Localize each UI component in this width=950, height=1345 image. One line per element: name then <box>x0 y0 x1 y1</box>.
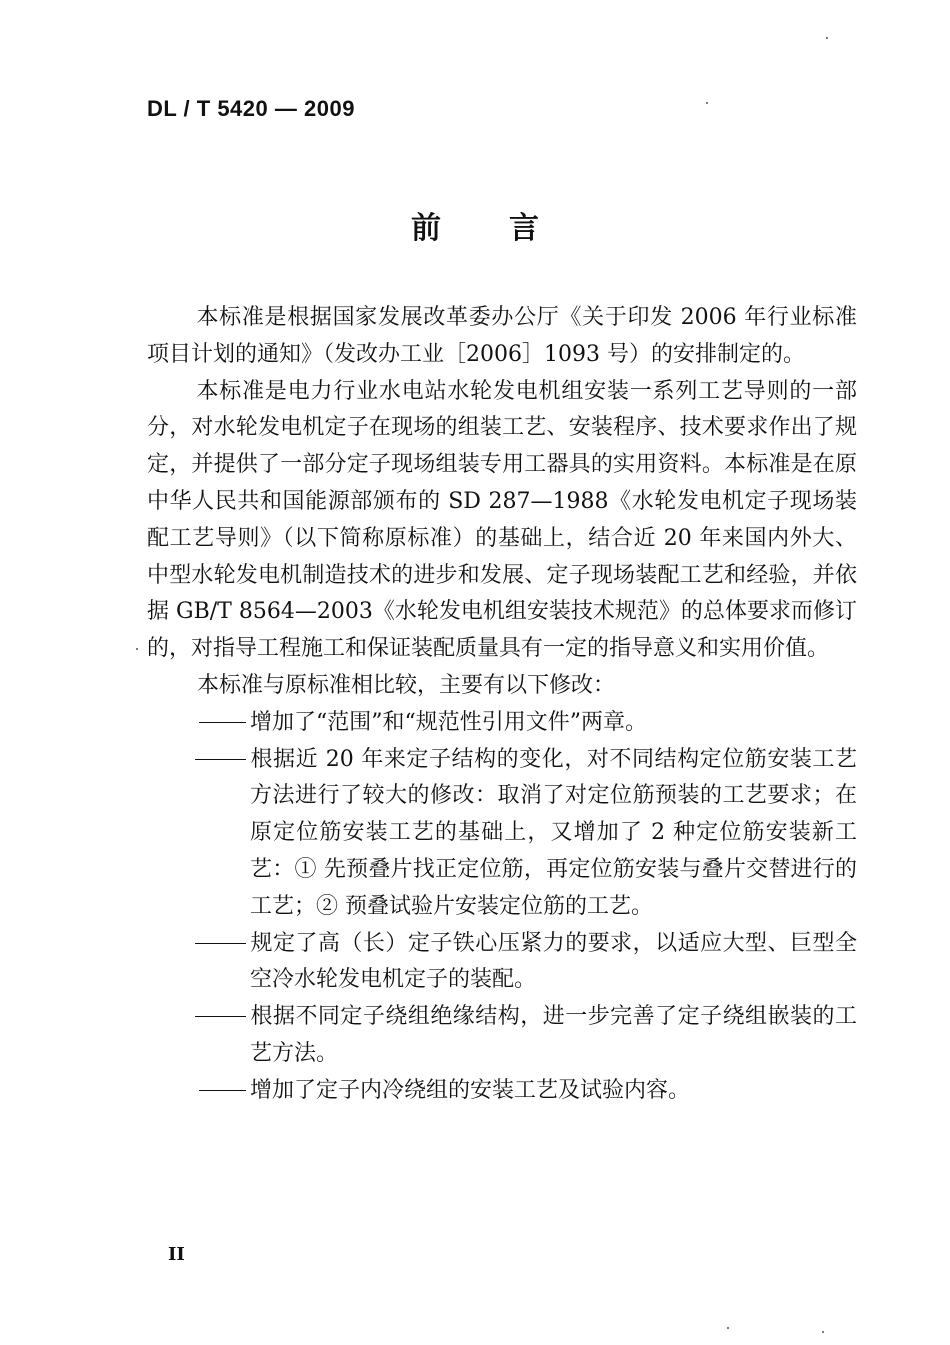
change-item-3 <box>147 926 857 1000</box>
standard-number-header: DL / T 5420 — 2009 <box>147 96 355 121</box>
scan-speck <box>826 37 828 39</box>
change-item-text: 增加了“范围”和“规范性引用文件”两章。 <box>250 709 647 735</box>
scan-speck <box>706 102 708 104</box>
change-item-2 <box>147 742 857 926</box>
change-item-4 <box>147 999 857 1073</box>
change-item-5 <box>147 1073 857 1110</box>
paragraph-1: 本标准是根据国家发展改革委办公厅《关于印发 2006 年行业标准项目计划的通知》（发改办工业［2006］1093 号）的安排制定的。 <box>147 305 857 367</box>
scan-speck <box>727 1327 729 1329</box>
paragraph-2: 本标准是电力行业水电站水轮发电机组安装一系列工艺导则的一部分，对水轮发电机定子在现场的组装工艺、安装程序、技术要求作出了规定，并提供了一部分定子现场组装专用工器具的实用资料。本标准是在原中华人民共和国能源部颁布的 SD 287—1988《水轮发电机定子现场装配工艺导则》（以下简称原标准）的基础上，结合近 20 年来国内外大、中型水轮发电机制造技术的进步和发展、定子现场装配工艺和经验，并依据 GB/T 8564—2003《水轮发电机组安装技术规范》的总体要求而修订的，对指导工程施工和保证装配质量具有一定的指导意义和实用价值。 <box>147 378 857 662</box>
scan-speck <box>136 648 138 650</box>
change-item-text: 增加了定子内冷绕组的安装工艺及试验内容。 <box>250 1077 691 1103</box>
changes-intro: 本标准与原标准相比较，主要有以下修改： <box>197 672 616 698</box>
change-item-text: 根据近 20 年来定子结构的变化，对不同结构定位筋安装工艺方法进行了较大的修改：取消了对定位筋预装的工艺要求；在原定位筋安装工艺的基础上，又增加了 2 种定位筋安装新工艺：① 先预叠片找正定位筋，再定位筋安装与叠片交替进行的工艺；② 预叠试验片安装定位筋的工艺。 <box>250 746 857 919</box>
change-item-1 <box>147 705 857 742</box>
scan-speck <box>822 1331 824 1333</box>
change-item-text: 根据不同定子绕组绝缘结构，进一步完善了定子绕组嵌装的工艺方法。 <box>250 1004 857 1066</box>
page-number: II <box>168 1244 185 1265</box>
change-item-text: 规定了高（长）定子铁心压紧力的要求，以适应大型、巨型全空冷水轮发电机定子的装配。 <box>250 930 857 993</box>
page-title: 前言 <box>411 211 607 246</box>
foreword-body <box>147 300 857 1110</box>
